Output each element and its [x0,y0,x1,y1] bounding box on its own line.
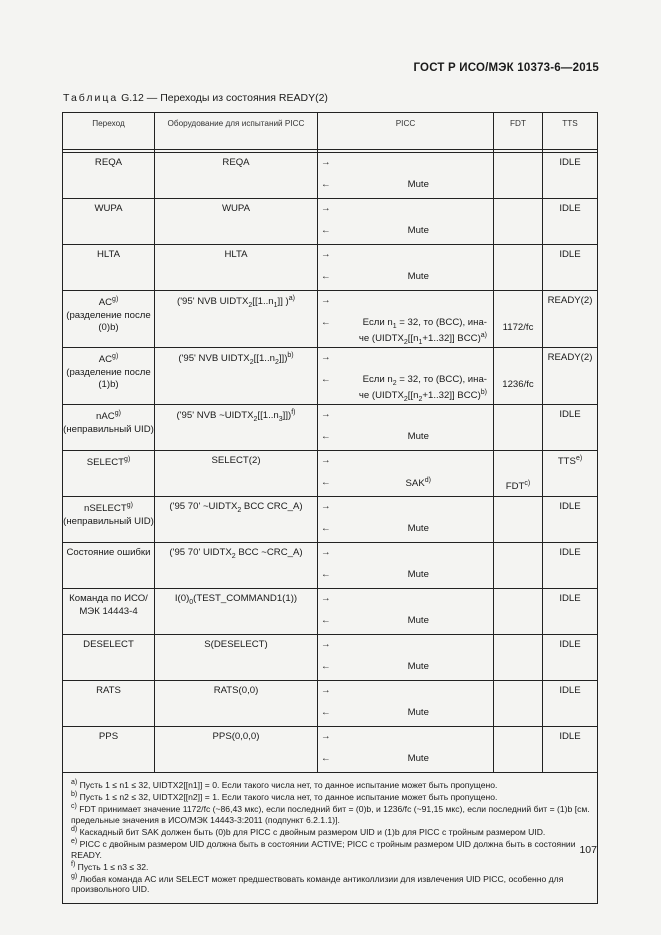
footnote [71,861,591,873]
arrow-receive: ← [318,520,344,543]
transition-cell [63,589,155,635]
arrow-send: → [318,153,344,177]
transition-cell [63,153,155,199]
table-row [63,727,598,751]
arrow-send: → [318,681,344,705]
response-text: Mute [407,707,429,719]
picc-response [344,566,494,589]
tts-cell [543,543,598,589]
transition-name: RATS [96,685,121,697]
response-text: Mute [407,569,429,581]
tts-cell [543,405,598,451]
footnote-text: Любая команда AC или SELECT может предшествовать команде антиколлизии для извлечения UID PICC, особенно для произвольного UID. [71,873,564,895]
arrow-receive: ← [318,176,344,199]
fdt-cell [494,348,543,405]
fdt-cell [494,199,543,245]
equipment-cell [155,635,318,681]
transition-note: (разделение после (0)b) [66,309,151,334]
tts-cell [543,245,598,291]
transition-footnote-ref: g) [112,296,119,303]
fdt-cell [494,497,543,543]
table-row [63,589,598,613]
tts-value: READY(2) [547,352,593,364]
response-text: Mute [407,179,429,190]
picc-empty [344,291,494,315]
col-header-equipment: Оборудование для испытаний PICC [155,113,318,150]
response-subscript: 2 [392,380,397,388]
tts-cell [543,451,598,497]
equipment-command: I(0) [174,593,190,605]
arrow-send: → [318,727,344,751]
response-text: +1..32]] BCC) [422,333,481,345]
picc-empty [344,245,494,269]
equipment-command: ('95' NVB UIDTX [178,353,250,365]
equipment-command: SELECT(2) [211,455,261,467]
arrow-receive: ← [318,222,344,245]
picc-response [344,750,494,773]
equipment-command-rest: ]]) [278,353,288,365]
fdt-value: 1172/fc [502,322,534,334]
footnote-text: Каскадный бит SAK должен быть (0)b для PICC с двойным размером UID и (1)b для PICC с тройным размером UID. [77,826,546,837]
equipment-cell [155,497,318,543]
footnote-mark: a) [71,779,78,787]
equipment-subscript: 1 [273,302,278,310]
arrow-send: → [318,245,344,269]
document-header: ГОСТ Р ИСО/МЭК 10373-6—2015 [413,62,599,74]
response-subscript: 2 [418,396,423,404]
tts-value: IDLE [559,501,581,513]
equipment-cell [155,681,318,727]
footnote [71,779,591,791]
transition-footnote-ref: g) [124,456,131,464]
equipment-command: WUPA [221,203,251,214]
fdt-cell [494,589,543,635]
picc-response [344,612,494,635]
equipment-command: ('95' NVB UIDTX [177,296,249,308]
tts-cell [543,727,598,773]
fdt-cell [494,635,543,681]
table-row [63,681,598,705]
footnote-mark: g) [71,872,78,880]
transition-name: REQA [94,157,123,168]
picc-response [344,428,494,451]
equipment-cell [155,405,318,451]
fdt-cell [494,291,543,348]
arrow-receive: ← [318,314,344,348]
response-subscript: 2 [403,396,408,404]
response-text: Mute [407,431,429,443]
equipment-cell [155,727,318,773]
fdt-cell [494,245,543,291]
transition-cell [63,405,155,451]
response-text: = 32, то (BCC), ина- [396,374,487,386]
equipment-cell [155,348,318,405]
arrow-receive: ← [318,750,344,773]
caption-label: Таблица [63,92,119,104]
transition-note: (неправильный UID) [63,516,154,528]
fdt-cell [494,543,543,589]
tts-footnote-ref: e) [575,455,583,463]
col-header-tts: TTS [543,113,598,150]
equipment-footnote-ref: b) [287,352,294,360]
tts-cell [543,681,598,727]
picc-empty [344,543,494,567]
equipment-footnote-ref: f) [291,409,296,417]
response-text: SAK [405,478,425,490]
response-text: Если n [362,374,393,386]
transition-cell [63,451,155,497]
transition-name: AC [98,354,113,366]
picc-empty [344,681,494,705]
arrow-send: → [318,348,344,372]
tts-cell [543,153,598,199]
picc-response [344,658,494,681]
footnote [71,826,591,838]
tts-cell [543,589,598,635]
footnote-text: Пусть 1 ≤ n1 ≤ 32, UIDTX2[[n1]] = 0. Если такого числа нет, то данное испытание может быть пропущено. [77,780,498,791]
equipment-command: ('95 70' ~UIDTX [169,501,238,513]
tts-value: IDLE [559,685,581,697]
transition-cell [63,291,155,348]
footnote-mark: e) [71,837,78,845]
picc-empty [344,153,494,177]
footnote-text: PICC с двойным размером UID должна быть в состоянии ACTIVE; PICC с тройным размером UID должна быть в состоянии READY. [71,838,576,860]
caption-text: — Переходы из состояния READY(2) [143,92,328,104]
equipment-command-rest: [[1..n [253,353,275,365]
picc-response [344,520,494,543]
response-text: Mute [407,661,429,673]
table-row [63,348,598,372]
page-number: 107 [579,844,597,856]
table-row [63,635,598,659]
response-text: Mute [407,615,429,627]
fdt-value: FDT [505,481,525,493]
response-text: [[n [407,333,419,345]
footnote-text: Пусть 1 ≤ n2 ≤ 32, UIDTX2[[n2]] = 1. Если такого числа нет, то данное испытание может быть пропущено. [77,792,498,803]
equipment-command: ('95 70' UIDTX [169,547,232,559]
arrow-send: → [318,291,344,315]
tts-cell [543,199,598,245]
tts-value: READY(2) [547,295,593,306]
transition-cell [63,543,155,589]
equipment-cell [155,291,318,348]
transition-name: nAC [96,411,115,423]
picc-empty [344,589,494,613]
table-row [63,245,598,269]
transition-name: Состояние ошибки [66,547,151,559]
tts-value: IDLE [559,639,581,651]
transition-footnote-ref: g) [126,502,133,510]
response-subscript: 1 [418,339,423,347]
equipment-cell [155,199,318,245]
equipment-cell [155,543,318,589]
equipment-subscript: 2 [237,507,242,515]
transition-name: WUPA [94,203,123,214]
fdt-cell [494,153,543,199]
arrow-receive: ← [318,658,344,681]
equipment-cell [155,153,318,199]
picc-empty [344,405,494,429]
picc-empty [344,451,494,475]
footnote [71,838,591,861]
transition-cell [63,727,155,773]
equipment-command-rest: [[1..n [257,410,279,422]
footnote [71,803,591,826]
tts-value: IDLE [559,593,581,605]
response-text: +1..32]] BCC) [422,390,481,402]
arrow-receive: ← [318,474,344,497]
response-text: Mute [407,523,429,535]
equipment-command-rest: [[1..n [252,296,274,308]
tts-cell [543,635,598,681]
tts-value: IDLE [559,409,581,421]
footnote-text: FDT принимает значение 1172/fc (~86,43 мкс), если последний бит = (0)b, и 1236/fc (~91,15 мкс), если последний бит = (1)b [см. предельные значения в ИСО/МЭК 14443-3:2011 (подпункт 6.2.1.1)]. [71,803,590,825]
equipment-command-rest: (TEST_COMMAND1(1)) [193,593,298,605]
tts-value: IDLE [559,249,581,260]
table-row [63,497,598,521]
response-subscript: 1 [392,322,397,330]
footnotes [63,773,598,904]
transition-cell [63,497,155,543]
fdt-cell [494,405,543,451]
transition-name: PPS [98,731,119,743]
arrow-send: → [318,451,344,475]
col-header-fdt: FDT [494,113,543,150]
equipment-command: ('95' NVB ~UIDTX [176,410,254,422]
equipment-command: REQA [222,157,250,168]
table-row [63,451,598,475]
response-text: = 32, то (BCC), ина- [396,317,487,328]
footnote-mark: f) [71,860,76,868]
equipment-subscript: 2 [274,359,279,367]
tts-value: IDLE [559,547,581,559]
equipment-command-rest: BCC CRC_A) [241,501,303,513]
transition-cell [63,199,155,245]
equipment-cell [155,589,318,635]
fdt-value: 1236/fc [502,379,534,391]
table-row [63,543,598,567]
transition-footnote-ref: g) [112,353,119,361]
equipment-subscript: 2 [249,359,254,367]
transition-name: HLTA [96,249,121,260]
arrow-send: → [318,199,344,223]
equipment-command: RATS(0,0) [213,685,259,697]
response-text: Mute [407,753,429,765]
equipment-subscript: 2 [231,553,236,561]
response-text: Mute [407,271,429,282]
fdt-cell [494,727,543,773]
equipment-cell [155,245,318,291]
footnote [71,791,591,803]
tts-value: IDLE [559,203,581,214]
transition-footnote-ref: g) [114,410,121,418]
fdt-cell [494,451,543,497]
table-row [63,199,598,223]
table-caption [63,92,328,104]
arrow-receive: ← [318,428,344,451]
transition-cell [63,245,155,291]
response-text: Mute [407,225,429,236]
arrow-receive: ← [318,566,344,589]
picc-response [344,704,494,727]
transition-name: SELECT [86,457,125,469]
picc-empty [344,199,494,223]
arrow-send: → [318,405,344,429]
picc-empty [344,497,494,521]
arrow-receive: ← [318,612,344,635]
fdt-cell [494,681,543,727]
equipment-command-rest: BCC ~CRC_A) [235,547,303,559]
arrow-receive: ← [318,268,344,291]
equipment-command-rest: ]]) [282,410,292,422]
table-row [63,291,598,315]
tts-value: IDLE [559,157,581,168]
picc-response [344,474,494,497]
transitions-table [62,112,598,904]
transition-name: nSELECT [84,503,127,515]
arrow-send: → [318,635,344,659]
equipment-command: S(DESELECT) [204,639,268,651]
transition-cell [63,348,155,405]
equipment-command: PPS(0,0,0) [212,731,260,743]
equipment-subscript: 2 [253,416,258,424]
response-text: Если n [362,317,393,328]
table-row [63,405,598,429]
table-row [63,153,598,177]
transition-name: AC [98,297,113,309]
col-header-picc: PICC [318,113,494,150]
equipment-cell [155,451,318,497]
tts-cell [543,348,598,405]
tts-value: TTS [557,456,576,468]
picc-response [344,371,494,405]
footnote-mark: c) [71,803,77,811]
equipment-subscript: 0 [189,599,194,607]
response-text: [[n [407,390,419,402]
footnote-text: Пусть 1 ≤ n3 ≤ 32. [75,861,149,872]
equipment-subscript: 3 [278,416,283,424]
response-subscript: 2 [403,339,408,347]
arrow-send: → [318,543,344,567]
transition-note: (неправильный UID) [63,424,154,436]
equipment-command-rest: ]] ) [277,296,289,308]
picc-empty [344,635,494,659]
arrow-send: → [318,497,344,521]
tts-cell [543,291,598,348]
equipment-command: HLTA [224,249,248,260]
response-text: че (UIDTX [358,390,404,402]
fdt-footnote-ref: c) [524,480,531,488]
arrow-receive: ← [318,704,344,727]
picc-response [344,222,494,245]
picc-response [344,268,494,291]
picc-empty [344,727,494,751]
arrow-receive: ← [318,371,344,405]
picc-response [344,314,494,348]
footnote-mark: b) [71,791,78,799]
footnote-mark: d) [71,825,78,833]
response-footnote-ref: d) [424,477,431,485]
picc-empty [344,348,494,372]
arrow-send: → [318,589,344,613]
transition-name: Команда по ИСО/МЭК 14443-4 [69,593,148,617]
response-footnote-ref: b) [480,389,487,397]
col-header-transition: Переход [63,113,155,150]
transition-cell [63,635,155,681]
transition-note: (разделение после (1)b) [66,366,151,391]
transition-cell [63,681,155,727]
transition-name: DESELECT [83,639,134,651]
equipment-subscript: 2 [248,302,253,310]
response-footnote-ref: a) [480,332,487,339]
tts-value: IDLE [559,731,581,743]
tts-cell [543,497,598,543]
equipment-footnote-ref: a) [288,295,295,302]
footnote [71,873,591,896]
response-text: че (UIDTX [358,333,404,345]
caption-number: G.12 [121,92,144,104]
picc-response [344,176,494,199]
